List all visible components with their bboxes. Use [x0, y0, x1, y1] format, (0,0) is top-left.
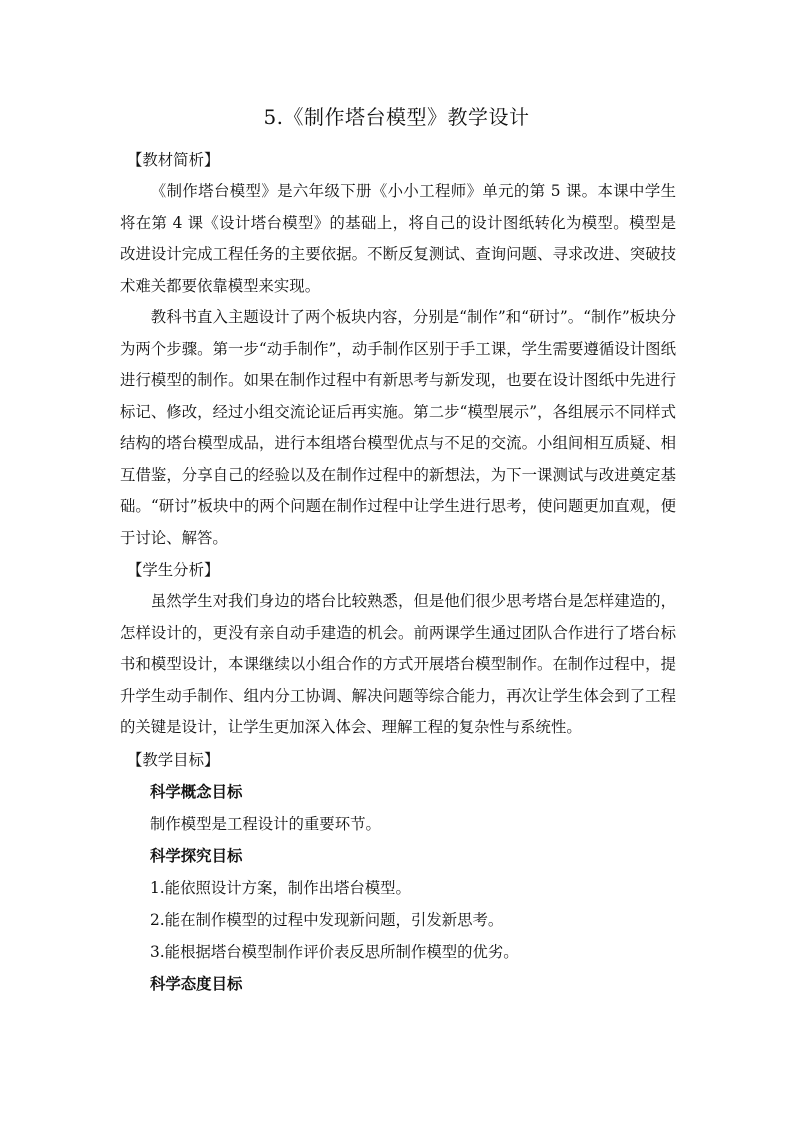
paragraph-textbook-1: 《制作塔台模型》是六年级下册《小小工程师》单元的第 5 课。本课中学生将在第 4 课《设计塔台模型》的基础上，将自己的设计图纸转化为模型。模型是改进设计完成工程任务的主要依据。不断反复测试、查询问题、寻求改进、突破技术难关都要依靠模型来实现。	[120, 182, 676, 295]
inquiry-goal-item: 1.能依照设计方案，制作出塔台模型。	[150, 878, 411, 897]
section-heading-goals: 【教学目标】	[127, 750, 220, 769]
inquiry-goal-item: 3.能根据塔台模型制作评价表反思所制作模型的优劣。	[150, 942, 519, 961]
inquiry-goal-item: 2.能在制作模型的过程中发现新问题，引发新思考。	[150, 910, 504, 929]
paragraph-textbook-2: 教科书直入主题设计了两个板块内容，分别是“制作”和“研讨”。“制作”板块分为两个步骤。第一步“动手制作”，动手制作区别于手工课，学生需要遵循设计图纸进行模型的制作。如果在制作过程中有新思考与新发现，也要在设计图纸中先进行标记、修改，经过小组交流论证后再实施。第二步“模型展示”，各组展示不同样式结构的塔台模型成品，进行本组塔台模型优点与不足的交流。小组间相互质疑、相互借鉴，分享自己的经验以及在制作过程中的新想法，为下一课测试与改进奠定基础。“研讨”板块中的两个问题在制作过程中让学生进行思考，使问题更加直观，便于讨论、解答。	[120, 308, 676, 547]
section-heading-textbook: 【教材简析】	[127, 151, 220, 169]
document-title: 5.《制作塔台模型》教学设计	[263, 105, 530, 129]
attitude-goal-heading: 科学态度目标	[150, 974, 243, 993]
document-body	[120, 144, 676, 1000]
concept-goal-text: 制作模型是工程设计的重要环节。	[150, 814, 381, 833]
inquiry-goal-heading: 科学探究目标	[150, 846, 243, 865]
section-heading-students: 【学生分析】	[127, 561, 220, 579]
paragraph-students-1: 虽然学生对我们身边的塔台比较熟悉，但是他们很少思考塔台是怎样建造的，怎样设计的，更没有亲自动手建造的机会。前两课学生通过团队合作进行了塔台标书和模型设计，本课继续以小组合作的方式开展塔台模型制作。在制作过程中，提升学生动手制作、组内分工协调、解决问题等综合能力，再次让学生体会到了工程的关键是设计，让学生更加深入体会、理解工程的复杂性与系统性。	[120, 592, 676, 736]
concept-goal-heading: 科学概念目标	[150, 782, 243, 801]
